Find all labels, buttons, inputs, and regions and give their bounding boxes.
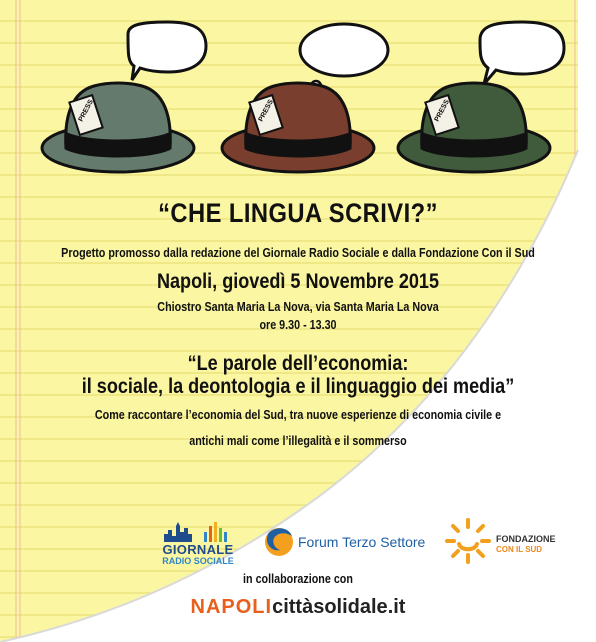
sun-icon bbox=[442, 516, 494, 566]
hat-2-icon bbox=[214, 20, 394, 190]
subtitle-line-2: il sociale, la deontologia e il linguaggio dei media” bbox=[81, 375, 515, 398]
radio-sociale-text: RADIO SOCIALE bbox=[162, 556, 234, 566]
speech-bubble-icon bbox=[480, 22, 564, 84]
svg-text:PRESS: PRESS bbox=[257, 98, 275, 123]
giornale-radio-sociale-logo bbox=[160, 520, 236, 570]
place-date: Napoli, giovedì 5 Novembre 2015 bbox=[156, 270, 440, 293]
napoli-text: NAPOLI bbox=[190, 596, 273, 618]
fondazione-con-il-sud-logo bbox=[442, 516, 562, 566]
dot-it-text: .it bbox=[387, 596, 406, 618]
event-title: “CHE LINGUA SCRIVI?” bbox=[158, 198, 438, 228]
giornale-text: GIORNALE bbox=[162, 542, 234, 557]
hat-3-icon bbox=[388, 20, 588, 190]
napoli-citta-solidale-logo bbox=[0, 596, 596, 622]
svg-text:PRESS: PRESS bbox=[433, 98, 451, 123]
collaboration-label: in collaborazione con bbox=[243, 572, 353, 586]
promo-line: Progetto promosso dalla redazione del Giornale Radio Sociale e dalla Fondazione Con il Sud bbox=[61, 246, 535, 260]
con-il-sud-text: CON IL SUD bbox=[496, 545, 543, 554]
citta-solidale-text: cittàsolidale bbox=[272, 596, 388, 618]
description-line-2: antichi mali come l’illegalità e il sommerso bbox=[189, 434, 407, 448]
forum-text: Forum Terzo Settore bbox=[298, 534, 426, 550]
city-skyline-icon bbox=[160, 520, 236, 542]
thought-bubble-icon bbox=[300, 24, 388, 76]
hat-1-icon bbox=[38, 20, 208, 190]
description-line-1: Come raccontare l’economia del Sud, tra nuove esperienze di economia civile e bbox=[94, 408, 502, 422]
fondazione-text: FONDAZIONE bbox=[496, 534, 556, 544]
forum-terzo-settore-logo bbox=[262, 524, 438, 560]
venue: Chiostro Santa Maria La Nova, via Santa Maria La Nova bbox=[157, 300, 439, 314]
forum-swirl-icon bbox=[262, 524, 296, 558]
subtitle-line-1: “Le parole dell’economia: bbox=[187, 352, 409, 375]
svg-text:PRESS: PRESS bbox=[77, 98, 95, 123]
hours: ore 9.30 - 13.30 bbox=[259, 318, 337, 332]
speech-bubble-icon bbox=[128, 22, 206, 80]
